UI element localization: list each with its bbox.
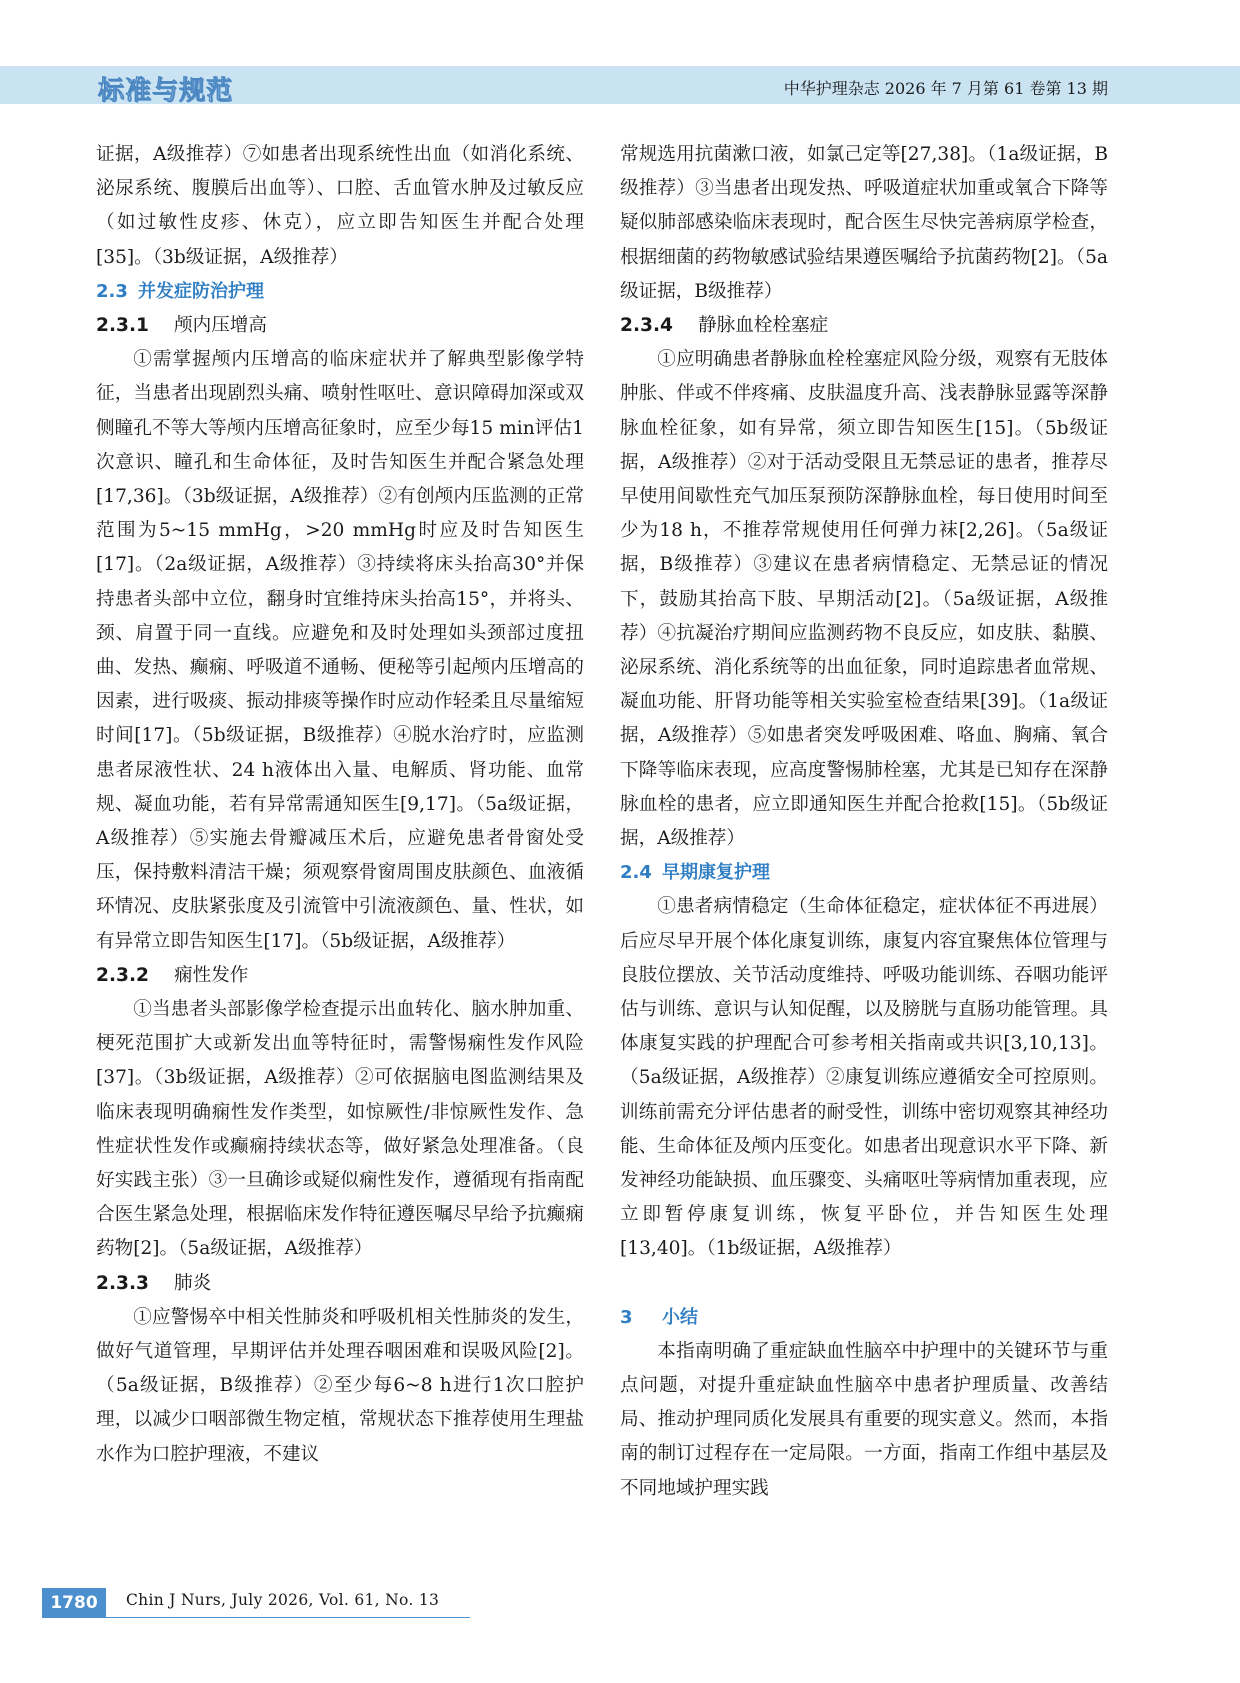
subsection-number: 2.3.4 — [620, 315, 673, 337]
paragraph: ①需掌握颅内压增高的临床症状并了解典型影像学特征，当患者出现剧烈头痛、喷射性呕吐、意识障碍加深或双侧瞳孔不等大等颅内压增高征象时，应至少每15 min评估1次意识、瞳孔和生命体征，及时告知医生并配合紧急处理[17,36]。（3b级证据，A级推荐）②有创颅内压监测的正常范围为5~15 mmHg，>20 mmHg时应及时告知医生[17]。（2a级证据，A级推荐）③持续将床头抬高30°并保持患者头部中立位，翻身时宜维持床头抬高15°，并将头、颈、肩置于同一直线。应避免和及时处理如头颈部过度扭曲、发热、癫痫、呼吸道不通畅、便秘等引起颅内压增高的因素，进行吸痰、振动排痰等操作时应动作轻柔且尽量缩短时间[17]。（5b级证据，B级推荐）④脱水治疗时，应监测患者尿液性状、24 h液体出入量、电解质、肾功能、血常规、凝血功能，若有异常需通知医生[9,17]。（5a级证据，A级推荐）⑤实施去骨瓣减压术后，应避免患者骨窗处受压，保持敷料清洁干燥；须观察骨窗周围皮肤颜色、血液循环情况、皮肤紧张度及引流管中引流液颜色、量、性状，如有异常立即告知医生[17]。（5b级证据，A级推荐） — [96, 349, 584, 952]
footer-rule — [106, 1617, 470, 1618]
subsection-heading-2-3-3 — [96, 1267, 584, 1301]
paragraph: ①应警惕卒中相关性肺炎和呼吸机相关性肺炎的发生，做好气道管理，早期评估并处理吞咽困难和误吸风险[2]。（5a级证据，B级推荐）②至少每6~8 h进行1次口腔护理，以减少口咽部微生物定植，常规状态下推荐使用生理盐水作为口腔护理液，不建议 — [96, 1306, 584, 1465]
section-title: 并发症防治护理 — [138, 280, 264, 302]
paragraph: 证据，A级推荐）⑦如患者出现系统性出血（如消化系统、泌尿系统、腹膜后出血等）、口腔、舌血管水肿及过敏反应（如过敏性皮疹、休克），应立即告知医生并配合处理[35]。（3b级证据，A级推荐） — [96, 144, 584, 268]
paragraph: ①当患者头部影像学检查提示出血转化、脑水肿加重、梗死范围扩大或新发出血等特征时，需警惕痫性发作风险[37]。（3b级证据，A级推荐）②可依据脑电图监测结果及临床表现明确痫性发作类型，如惊厥性/非惊厥性发作、急性症状性发作或癫痫持续状态等，做好紧急处理准备。（良好实践主张）③一旦确诊或疑似痫性发作，遵循现有指南配合医生紧急处理，根据临床发作特征遵医嘱尽早给予抗癫痫药物[2]。（5a级证据，A级推荐） — [96, 999, 584, 1260]
section-number: 3 — [620, 1306, 633, 1328]
subsection-title: 肺炎 — [174, 1272, 212, 1294]
right-column — [620, 138, 1108, 1506]
subsection-title: 痫性发作 — [174, 964, 249, 986]
journal-citation-cn: 中华护理杂志 2026 年 7 月第 61 卷第 13 期 — [783, 79, 1108, 98]
subsection-heading-2-3-1 — [96, 309, 584, 343]
paragraph: 本指南明确了重症缺血性脑卒中护理中的关键环节与重点问题，对提升重症缺血性脑卒中患者护理质量、改善结局、推动护理同质化发展具有重要的现实意义。然而，本指南的制订过程存在一定局限。一方面，指南工作组中基层及不同地域护理实践 — [620, 1340, 1108, 1499]
subsection-number: 2.3.2 — [96, 964, 149, 986]
subsection-heading-2-3-2 — [96, 959, 584, 993]
subsection-number: 2.3.1 — [96, 315, 149, 336]
page-number: 1780 — [42, 1588, 106, 1618]
section-number: 2.4 — [620, 862, 652, 884]
section-title: 早期康复护理 — [662, 862, 770, 884]
subsection-title: 颅内压增高 — [174, 315, 267, 336]
section-tag: 标准与规范 — [98, 76, 234, 106]
subsection-heading-2-3-4 — [620, 309, 1108, 343]
section-title: 小结 — [662, 1306, 698, 1328]
section-heading-2-3 — [96, 275, 584, 309]
paragraph: 常规选用抗菌漱口液，如氯己定等[27,38]。（1a级证据，B级推荐）③当患者出现发热、呼吸道症状加重或氧合下降等疑似肺部感染临床表现时，配合医生尽快完善病原学检查，根据细菌的药物敏感试验结果遵医嘱给予抗菌药物[2]。（5a级证据，B级推荐） — [620, 144, 1108, 302]
section-heading-2-4 — [620, 856, 1108, 890]
section-heading-3 — [620, 1301, 1108, 1335]
left-column — [96, 138, 584, 1472]
journal-citation-en: Chin J Nurs, July 2026, Vol. 61, No. 13 — [126, 1591, 440, 1609]
subsection-number: 2.3.3 — [96, 1272, 149, 1294]
subsection-title: 静脉血栓栓塞症 — [698, 315, 829, 337]
section-gap — [620, 1267, 1108, 1301]
paragraph: ①患者病情稳定（生命体征稳定，症状体征不再进展）后应尽早开展个体化康复训练，康复内容宜聚焦体位管理与良肢位摆放、关节活动度维持、呼吸功能训练、吞咽功能评估与训练、意识与认知促醒，以及膀胱与直肠功能管理。具体康复实践的护理配合可参考相关指南或共识[3,10,13]。（5a级证据，A级推荐）②康复训练应遵循安全可控原则。训练前需充分评估患者的耐受性，训练中密切观察其神经功能、生命体征及颅内压变化。如患者出现意识水平下降、新发神经功能缺损、血压骤变、头痛呕吐等病情加重表现，应立即暂停康复训练，恢复平卧位，并告知医生处理[13,40]。（1b级证据，A级推荐） — [620, 896, 1108, 1260]
paragraph: ①应明确患者静脉血栓栓塞症风险分级，观察有无肢体肿胀、伴或不伴疼痛、皮肤温度升高、浅表静脉显露等深静脉血栓征象，如有异常，须立即告知医生[15]。（5b级证据，A级推荐）②对于活动受限且无禁忌证的患者，推荐尽早使用间歇性充气加压泵预防深静脉血栓，每日使用时间至少为18 h，不推荐常规使用任何弹力袜[2,26]。（5a级证据，B级推荐）③建议在患者病情稳定、无禁忌证的情况下，鼓励其抬高下肢、早期活动[2]。（5a级证据，A级推荐）④抗凝治疗期间应监测药物不良反应，如皮肤、黏膜、泌尿系统、消化系统等的出血征象，同时追踪患者血常规、凝血功能、肝肾功能等相关实验室检查结果[39]。（1a级证据，A级推荐）⑤如患者突发呼吸困难、咯血、胸痛、氧合下降等临床表现，应高度警惕肺栓塞，尤其是已知存在深静脉血栓的患者，应立即通知医生并配合抢救[15]。（5b级证据，A级推荐） — [620, 349, 1108, 850]
section-number: 2.3 — [96, 280, 128, 302]
